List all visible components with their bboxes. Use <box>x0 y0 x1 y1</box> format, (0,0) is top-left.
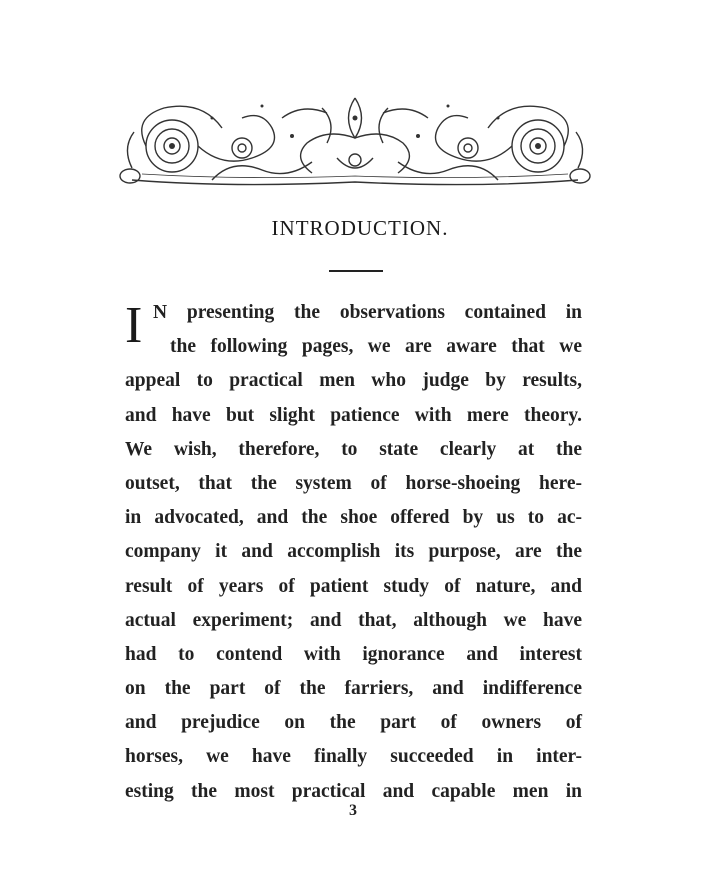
text-line: esting the most practical and capable men in <box>125 780 582 802</box>
text-line: and have but slight patience with mere theory. <box>125 404 582 426</box>
title-rule <box>329 270 383 272</box>
text-line: We wish, therefore, to state clearly at the <box>125 438 582 460</box>
text-line: in advocated, and the shoe offered by us to ac- <box>125 507 582 529</box>
drop-cap: I <box>125 297 143 354</box>
body-text <box>125 296 582 809</box>
text-line: company it and accomplish its purpose, are the <box>125 541 582 563</box>
page-number: 3 <box>349 802 357 819</box>
ornamental-headpiece <box>112 88 598 198</box>
text-line: actual experiment; and that, although we have <box>125 609 582 631</box>
text-line: horses, we have finally succeeded in inter- <box>125 746 582 768</box>
chapter-title: INTRODUCTION. <box>271 216 449 240</box>
text-line: and prejudice on the part of owners of <box>125 712 582 734</box>
text-line: the following pages, we are aware that we <box>170 336 582 358</box>
text-line: had to contend with ignorance and interest <box>125 643 582 665</box>
text-line: appeal to practical men who judge by results, <box>125 370 582 392</box>
text-line: outset, that the system of horse-shoeing here- <box>125 472 582 494</box>
text-line: on the part of the farriers, and indifference <box>125 678 582 700</box>
text-line: result of years of patient study of nature, and <box>125 575 582 597</box>
text-line: N presenting the observations contained in <box>153 302 582 323</box>
